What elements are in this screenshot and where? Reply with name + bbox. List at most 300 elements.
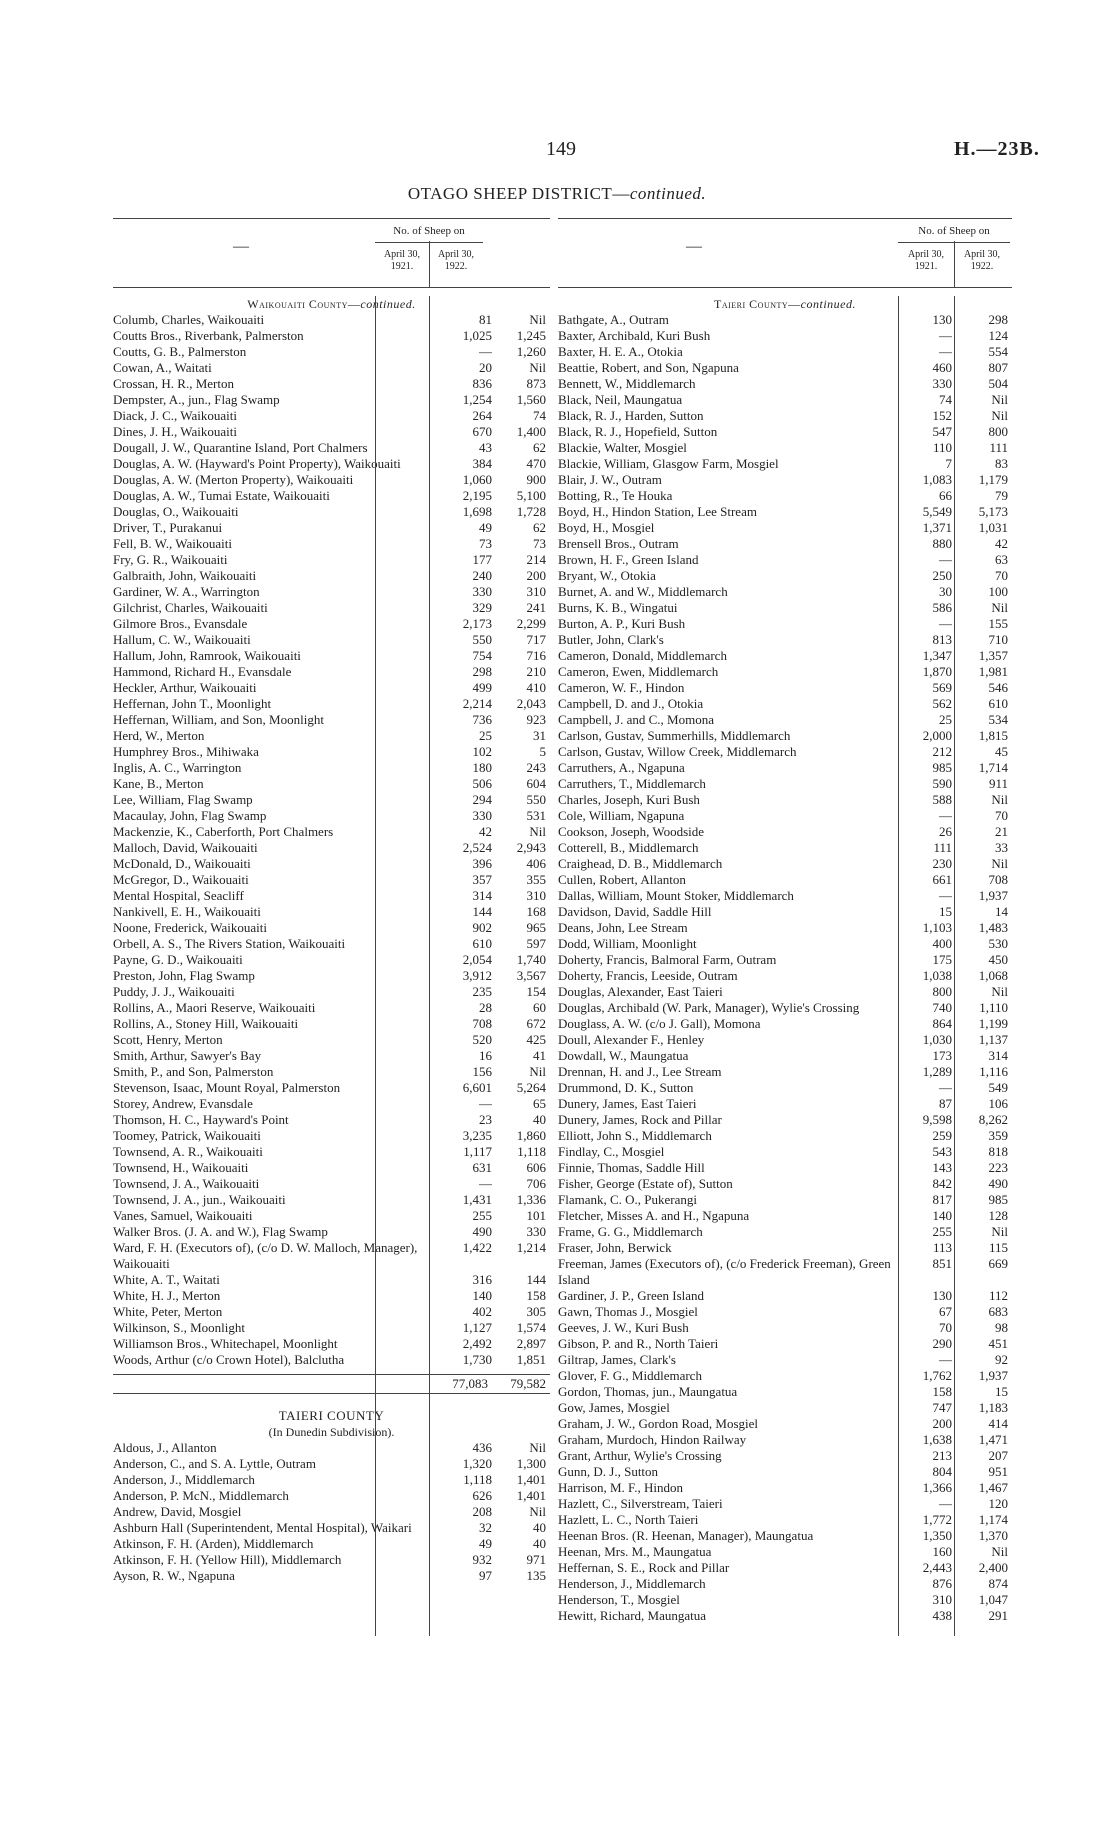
owner-name: Douglas, A. W. (Merton Property), Waikouaiti [113, 472, 354, 487]
owner-name: Diack, J. C., Waikouaiti [113, 408, 238, 423]
sheep-1921: — [479, 1096, 492, 1111]
table-row [558, 904, 1012, 920]
sheep-1921: 610 [472, 936, 492, 951]
table-row [113, 424, 550, 440]
sheep-1921: 28 [479, 1000, 492, 1015]
sheep-1922: 425 [526, 1032, 546, 1047]
sheep-1922: Nil [529, 312, 546, 327]
sheep-1921: 1,431 [462, 1192, 492, 1207]
sheep-1921: 70 [939, 1320, 952, 1335]
table-row [558, 536, 1012, 552]
table-row [113, 904, 550, 920]
owner-name: Aldous, J., Allanton [113, 1440, 217, 1455]
table-row [113, 312, 550, 328]
owner-name: Dempster, A., jun., Flag Swamp [113, 392, 280, 407]
sheep-1922: 554 [988, 344, 1008, 359]
sheep-1921: 499 [472, 680, 492, 695]
owner-name: Cameron, Ewen, Middlemarch [558, 664, 719, 679]
sheep-1922: 1,401 [516, 1472, 546, 1487]
owner-name: Bathgate, A., Outram [558, 312, 669, 327]
owner-name: Finnie, Thomas, Saddle Hill [558, 1160, 705, 1175]
sheep-1921: 264 [472, 408, 492, 423]
table-row [558, 920, 1012, 936]
table-row [558, 856, 1012, 872]
sheep-1921: 43 [479, 440, 492, 455]
table-row [113, 952, 550, 968]
owner-name: Malloch, David, Waikouaiti [113, 840, 258, 855]
sheep-1921: 255 [472, 1208, 492, 1223]
sheep-1922: 923 [526, 712, 546, 727]
sheep-1921: 294 [472, 792, 492, 807]
page-title [0, 184, 1114, 204]
sheep-1922: Nil [529, 1440, 546, 1455]
sheep-1921: 550 [472, 632, 492, 647]
owner-name: Dowdall, W., Maungatua [558, 1048, 689, 1063]
sheep-1921: 1,762 [922, 1368, 952, 1383]
sheep-1921: 113 [932, 1240, 952, 1255]
sheep-1921: 3,235 [462, 1128, 492, 1143]
table-row [113, 648, 550, 664]
sheep-1921: 130 [932, 312, 952, 327]
owner-name: Blair, J. W., Outram [558, 472, 662, 487]
owner-name: Flamank, C. O., Pukerangi [558, 1192, 698, 1207]
owner-name: Ashburn Hall (Superintendent, Mental Hospital), Waikari [113, 1520, 412, 1535]
sheep-1922: Nil [529, 360, 546, 375]
sheep-1922: 911 [988, 776, 1008, 791]
table-row [558, 392, 1012, 408]
sheep-1921: 2,214 [462, 696, 492, 711]
owner-name: Fry, G. R., Waikouaiti [113, 552, 228, 567]
table-row [113, 840, 550, 856]
owner-name: Campbell, J. and C., Momona [558, 712, 714, 727]
sheep-1921: 144 [472, 904, 492, 919]
table-row [558, 1400, 1012, 1416]
sheep-1921: 520 [472, 1032, 492, 1047]
sheep-1921: 902 [472, 920, 492, 935]
owner-name: Glover, F. G., Middlemarch [558, 1368, 702, 1383]
no-of-sheep-label: No. of Sheep on [898, 223, 1010, 243]
sheep-1922: 21 [995, 824, 1008, 839]
owner-name: Puddy, J. J., Waikouaiti [113, 984, 235, 999]
sheep-1922: 669 [988, 1256, 1008, 1271]
owner-name: Cotterell, B., Middlemarch [558, 840, 699, 855]
sheep-1922: 1,937 [978, 888, 1008, 903]
sheep-1922: 155 [988, 616, 1008, 631]
sheep-1922: 31 [533, 728, 546, 743]
owner-name: Douglas, A. W. (Hayward's Point Property), Waikouaiti [113, 456, 401, 471]
owner-name: Orbell, A. S., The Rivers Station, Waikouaiti [113, 936, 346, 951]
table-row [113, 728, 550, 744]
table-row [558, 1416, 1012, 1432]
sheep-1922: 310 [526, 584, 546, 599]
left-column-header [113, 218, 550, 288]
owner-name: Blackie, Walter, Mosgiel [558, 440, 687, 455]
table-row [558, 1608, 1012, 1624]
owner-name: Carruthers, T., Middlemarch [558, 776, 706, 791]
sheep-1921: 1,289 [922, 1064, 952, 1079]
owner-name: Townsend, A. R., Waikouaiti [113, 1144, 263, 1159]
owner-name: Boyd, H., Hindon Station, Lee Stream [558, 504, 757, 519]
table-row [558, 440, 1012, 456]
sheep-1921: 180 [472, 760, 492, 775]
sheep-1922: 683 [988, 1304, 1008, 1319]
table-row [113, 472, 550, 488]
sheep-1921: 631 [472, 1160, 492, 1175]
table-row [113, 1176, 550, 1192]
sheep-1922: Nil [991, 1544, 1008, 1559]
owner-name: Smith, Arthur, Sawyer's Bay [113, 1048, 262, 1063]
table-row [113, 856, 550, 872]
owner-name: Doherty, Francis, Leeside, Outram [558, 968, 738, 983]
table-row [113, 824, 550, 840]
sheep-1922: 291 [988, 1608, 1008, 1623]
sheep-1922: 355 [526, 872, 546, 887]
sheep-1922: 672 [526, 1016, 546, 1031]
col1-line2: 1921. [914, 261, 938, 272]
owner-name: Cameron, Donald, Middlemarch [558, 648, 727, 663]
sheep-1921: 7 [945, 456, 952, 471]
sheep-1921: 569 [932, 680, 952, 695]
sheep-1921: 208 [472, 1504, 492, 1519]
sheep-1922: 92 [995, 1352, 1008, 1367]
sheep-1922: 597 [526, 936, 546, 951]
owner-name: Cole, William, Ngapuna [558, 808, 685, 823]
sheep-1921: 259 [932, 1128, 952, 1143]
owner-name: Atkinson, F. H. (Yellow Hill), Middlemarch [113, 1552, 342, 1567]
sheep-1921: 400 [932, 936, 952, 951]
table-row [113, 1320, 550, 1336]
sheep-1921: 23 [479, 1112, 492, 1127]
table-row [113, 792, 550, 808]
sheep-1921: 130 [932, 1288, 952, 1303]
owner-name: Ward, F. H. (Executors of), (c/o D. W. Malloch, Manager), Waikouaiti [113, 1240, 418, 1271]
table-row [113, 1128, 550, 1144]
sheep-1922: Nil [991, 856, 1008, 871]
col2-line2: 1922. [970, 261, 994, 272]
sheep-1922: 1,740 [516, 952, 546, 967]
sheep-1922: 310 [526, 888, 546, 903]
sheep-1922: 62 [533, 440, 546, 455]
sheep-1922: 124 [988, 328, 1008, 343]
sheep-1922: Nil [529, 1504, 546, 1519]
sheep-1921: 49 [479, 520, 492, 535]
section-continued: continued. [360, 297, 416, 311]
table-row [558, 1128, 1012, 1144]
table-row [113, 936, 550, 952]
table-row [113, 1112, 550, 1128]
sheep-1922: 1,860 [516, 1128, 546, 1143]
sheep-1921: 102 [472, 744, 492, 759]
sheep-1921: 586 [932, 600, 952, 615]
total-1921: 77,083 [452, 1376, 488, 1391]
section-taieri-continued [558, 296, 1012, 312]
sheep-1922: 531 [526, 808, 546, 823]
table-row [558, 1304, 1012, 1320]
sheep-1921: 436 [472, 1440, 492, 1455]
table-row [113, 696, 550, 712]
sheep-1921: 864 [932, 1016, 952, 1031]
owner-name: Walker Bros. (J. A. and W.), Flag Swamp [113, 1224, 328, 1239]
sheep-1922: 807 [988, 360, 1008, 375]
sheep-1921: 547 [932, 424, 952, 439]
sheep-1922: 1,137 [978, 1032, 1008, 1047]
table-row [113, 408, 550, 424]
table-row [113, 1064, 550, 1080]
owner-name: Anderson, P. McN., Middlemarch [113, 1488, 289, 1503]
table-row [113, 1504, 550, 1520]
sheep-1921: 212 [932, 744, 952, 759]
table-row [558, 1048, 1012, 1064]
sheep-1921: 255 [932, 1224, 952, 1239]
owner-name: Fell, B. W., Waikouaiti [113, 536, 232, 551]
table-row [558, 984, 1012, 1000]
table-row [558, 664, 1012, 680]
sheep-1921: 1,422 [462, 1240, 492, 1255]
sheep-1921: 140 [932, 1208, 952, 1223]
sheep-1921: — [939, 344, 952, 359]
table-row [558, 1096, 1012, 1112]
left-column-body [113, 296, 550, 1584]
sheep-1921: 177 [472, 552, 492, 567]
sheep-1922: 1,483 [978, 920, 1008, 935]
sheep-1921: 1,870 [922, 664, 952, 679]
owner-name: Doull, Alexander F., Henley [558, 1032, 705, 1047]
header-dash: — [233, 238, 249, 255]
owner-name: Douglas, Alexander, East Taieri [558, 984, 723, 999]
sheep-1922: 965 [526, 920, 546, 935]
no-of-sheep-label: No. of Sheep on [375, 223, 483, 243]
owner-name: Gibson, P. and R., North Taieri [558, 1336, 719, 1351]
sheep-1921: 740 [932, 1000, 952, 1015]
sheep-1922: 98 [995, 1320, 1008, 1335]
table-row [558, 1384, 1012, 1400]
sheep-1921: 9,598 [922, 1112, 952, 1127]
sheep-1922: 101 [526, 1208, 546, 1223]
owner-name: Dodd, William, Moonlight [558, 936, 697, 951]
owner-name: Butler, John, Clark's [558, 632, 664, 647]
sheep-1921: 1,347 [922, 648, 952, 663]
sheep-1922: Nil [991, 984, 1008, 999]
table-row [113, 1240, 550, 1272]
sheep-1922: Nil [529, 824, 546, 839]
page-reference: H.—23B. [954, 138, 1040, 160]
owner-name: Heenan Bros. (R. Heenan, Manager), Maungatua [558, 1528, 814, 1543]
sheep-1921: 813 [932, 632, 952, 647]
sheep-1922: 2,897 [516, 1336, 546, 1351]
sheep-1921: 87 [939, 1096, 952, 1111]
table-row [113, 632, 550, 648]
table-row [558, 360, 1012, 376]
sheep-1922: 1,574 [516, 1320, 546, 1335]
table-row [113, 1568, 550, 1584]
sheep-1921: — [939, 616, 952, 631]
sheep-1922: 530 [988, 936, 1008, 951]
sheep-1921: 2,492 [462, 1336, 492, 1351]
sheep-1921: 1,060 [462, 472, 492, 487]
table-row [113, 808, 550, 824]
owner-name: Burns, K. B., Wingatui [558, 600, 678, 615]
sheep-1922: 60 [533, 1000, 546, 1015]
table-row [558, 1112, 1012, 1128]
owner-name: Vanes, Samuel, Waikouaiti [113, 1208, 253, 1223]
sheep-1921: 1,638 [922, 1432, 952, 1447]
owner-name: Craighead, D. B., Middlemarch [558, 856, 723, 871]
section-title: Taieri County— [714, 297, 801, 311]
sheep-1921: 330 [932, 376, 952, 391]
table-row [558, 744, 1012, 760]
sheep-1922: 62 [533, 520, 546, 535]
owner-name: Anderson, J., Middlemarch [113, 1472, 255, 1487]
sheep-1921: 66 [939, 488, 952, 503]
owner-name: Findlay, C., Mosgiel [558, 1144, 665, 1159]
sheep-1922: 40 [533, 1520, 546, 1535]
table-row [113, 664, 550, 680]
table-row [113, 1032, 550, 1048]
table-row [558, 968, 1012, 984]
owner-name: McGregor, D., Waikouaiti [113, 872, 249, 887]
owner-name: Hazlett, C., Silverstream, Taieri [558, 1496, 723, 1511]
owner-name: Hallum, C. W., Waikouaiti [113, 632, 251, 647]
table-row [558, 1592, 1012, 1608]
table-row [113, 888, 550, 904]
owner-name: Heffernan, William, and Son, Moonlight [113, 712, 324, 727]
col2-line1: April 30, [963, 249, 1001, 260]
table-row [558, 1016, 1012, 1032]
col1-line2: 1921. [390, 261, 414, 272]
sheep-1921: 330 [472, 584, 492, 599]
sheep-1921: 588 [932, 792, 952, 807]
sheep-1922: 1,981 [978, 664, 1008, 679]
sheep-1921: 661 [932, 872, 952, 887]
sheep-1922: 241 [526, 600, 546, 615]
sheep-1922: 1,245 [516, 328, 546, 343]
sheep-1922: 2,299 [516, 616, 546, 631]
sheep-1921: 1,127 [462, 1320, 492, 1335]
sheep-1921: 1,320 [462, 1456, 492, 1471]
sheep-1921: 97 [479, 1568, 492, 1583]
sheep-1921: 32 [479, 1520, 492, 1535]
table-row [113, 536, 550, 552]
sheep-1921: 402 [472, 1304, 492, 1319]
sheep-1922: 298 [988, 312, 1008, 327]
sheep-1922: 406 [526, 856, 546, 871]
sheep-1922: Nil [529, 1064, 546, 1079]
owner-name: Fletcher, Misses A. and H., Ngapuna [558, 1208, 750, 1223]
sheep-1922: 8,262 [978, 1112, 1008, 1127]
sheep-1922: 330 [526, 1224, 546, 1239]
owner-name: Rollins, A., Stoney Hill, Waikouaiti [113, 1016, 299, 1031]
table-row [558, 648, 1012, 664]
table-row [113, 1048, 550, 1064]
table-row [558, 1240, 1012, 1256]
sheep-1921: 804 [932, 1464, 952, 1479]
col2-line2: 1922. [444, 261, 468, 272]
sheep-1922: Nil [991, 1224, 1008, 1239]
section-taieri-subtitle: (In Dunedin Subdivision). [268, 1425, 395, 1439]
table-row [558, 1560, 1012, 1576]
table-row [558, 520, 1012, 536]
table-row [113, 616, 550, 632]
sheep-1922: 1,370 [978, 1528, 1008, 1543]
sheep-1922: 42 [995, 536, 1008, 551]
sheep-1922: 100 [988, 584, 1008, 599]
sheep-1922: 1,815 [978, 728, 1008, 743]
table-row [558, 344, 1012, 360]
sheep-1921: 6,601 [462, 1080, 492, 1095]
owner-name: Botting, R., Te Houka [558, 488, 673, 503]
sheep-1921: 298 [472, 664, 492, 679]
sheep-1921: 175 [932, 952, 952, 967]
table-row [558, 1432, 1012, 1448]
sheep-1921: 396 [472, 856, 492, 871]
table-row [113, 1144, 550, 1160]
table-row [558, 1448, 1012, 1464]
sheep-1922: 305 [526, 1304, 546, 1319]
sheep-1922: 900 [526, 472, 546, 487]
owner-name: Nankivell, E. H., Waikouaiti [113, 904, 261, 919]
table-row [558, 1064, 1012, 1080]
owner-name: Douglass, A. W. (c/o J. Gall), Momona [558, 1016, 761, 1031]
sheep-1922: 70 [995, 568, 1008, 583]
table-row [558, 696, 1012, 712]
sheep-1922: 144 [526, 1272, 546, 1287]
table-row [558, 1464, 1012, 1480]
table-row [113, 1096, 550, 1112]
sheep-1922: 414 [988, 1416, 1008, 1431]
table-row [558, 808, 1012, 824]
sheep-1922: 951 [988, 1464, 1008, 1479]
table-row [558, 600, 1012, 616]
owner-name: Cookson, Joseph, Woodside [558, 824, 705, 839]
owner-name: Hammond, Richard H., Evansdale [113, 664, 292, 679]
sheep-1922: 73 [533, 536, 546, 551]
table-row [558, 1480, 1012, 1496]
owner-name: Boyd, H., Mosgiel [558, 520, 655, 535]
sheep-1922: 5,173 [978, 504, 1008, 519]
table-row [558, 1080, 1012, 1096]
table-row [113, 744, 550, 760]
owner-name: Dines, J. H., Waikouaiti [113, 424, 238, 439]
table-row [558, 1496, 1012, 1512]
col-1922-header [429, 249, 483, 273]
sheep-1921: — [479, 344, 492, 359]
sheep-1921: 880 [932, 536, 952, 551]
owner-name: Gordon, Thomas, jun., Maungatua [558, 1384, 738, 1399]
sheep-1921: 2,054 [462, 952, 492, 967]
owner-name: Heenan, Mrs. M., Maungatua [558, 1544, 712, 1559]
table-row [113, 680, 550, 696]
sheep-1922: 83 [995, 456, 1008, 471]
table-row [113, 1336, 550, 1352]
owner-name: Gardiner, J. P., Green Island [558, 1288, 705, 1303]
owner-name: Douglas, O., Waikouaiti [113, 504, 239, 519]
sheep-1922: 243 [526, 760, 546, 775]
sheep-1921: 230 [932, 856, 952, 871]
sheep-1921: 3,912 [462, 968, 492, 983]
owner-name: Douglas, A. W., Tumai Estate, Waikouaiti [113, 488, 330, 503]
sheep-1921: 1,371 [922, 520, 952, 535]
sheep-1922: 1,300 [516, 1456, 546, 1471]
table-row [558, 424, 1012, 440]
owner-name: Cameron, W. F., Hindon [558, 680, 685, 695]
sheep-1922: 1,357 [978, 648, 1008, 663]
owner-name: Drennan, H. and J., Lee Stream [558, 1064, 722, 1079]
table-row [558, 376, 1012, 392]
owner-name: Lee, William, Flag Swamp [113, 792, 253, 807]
sheep-1921: 800 [932, 984, 952, 999]
totals-row [113, 1374, 550, 1394]
owner-name: White, A. T., Waitati [113, 1272, 220, 1287]
